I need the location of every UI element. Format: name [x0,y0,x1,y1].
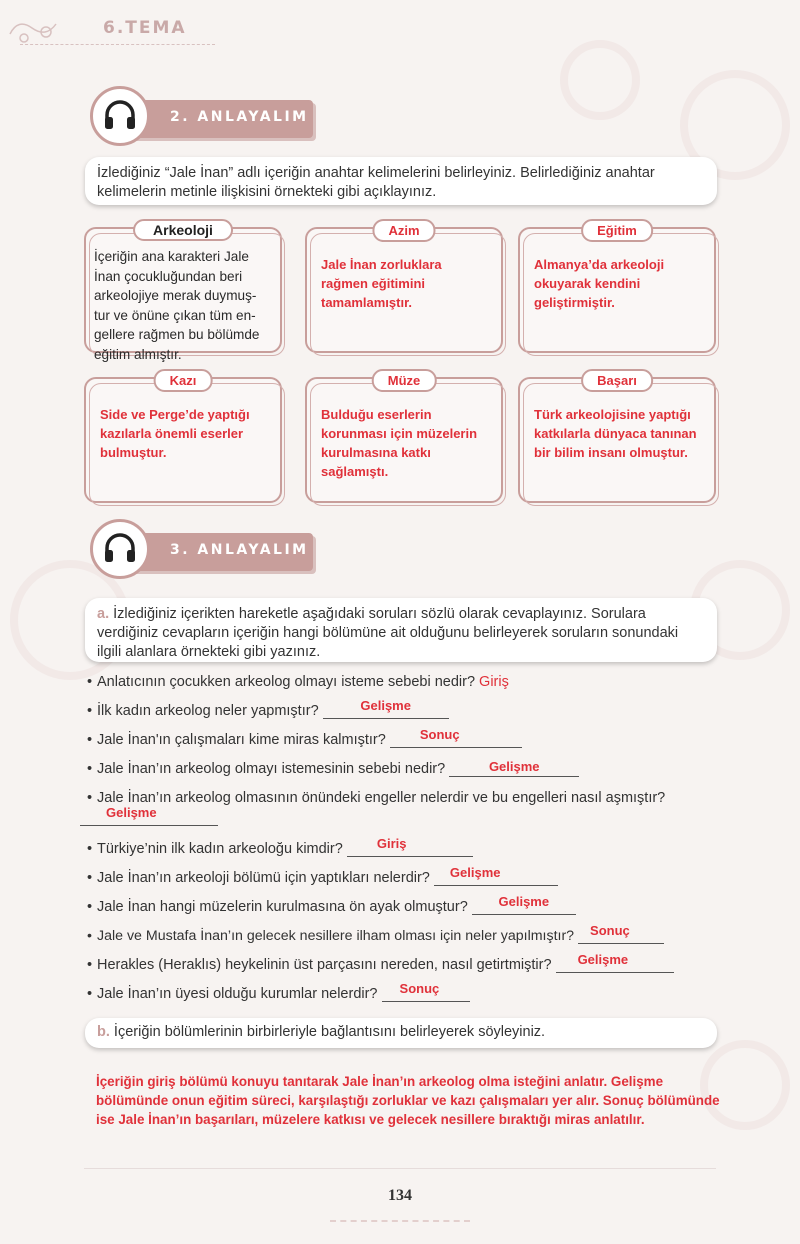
keyword-text [94,247,272,364]
keyword-text-content: İçeriğin ana karakteri Jale İnan çocukluğundan beri arkeolojiye merak duymuş- tur ve önüne çıkan tüm en- gellere rağmen bu bölümde eğitim almıştır. [94,249,260,362]
answer-blank[interactable] [347,836,473,857]
keyword-box-kazi [84,373,282,503]
instruction-text: İçeriğin bölümlerinin birbirleriyle bağlantısını belirleyerek söyleyiniz. [113,1024,546,1040]
question-item: • Jale İnan’ın arkeolog olmasının önündeki engeller nelerdir ve bu engelleri nasıl aşmıştır? [87,790,666,806]
keyword-label: Müze [372,369,437,392]
keyword-box-basari [518,373,716,503]
question-item: • Jale İnan hangi müzelerin kurulmasına ön ayak olmuştur? Gelişme [87,899,727,915]
answer-blank[interactable] [578,923,664,944]
instruction-box [85,157,717,205]
divider [84,1168,716,1169]
answer-text: Giriş [479,674,509,690]
question-item: • Türkiye’nin ilk kadın arkeoloğu kimdir? Giriş [87,841,727,857]
keyword-label: Azim [372,219,435,242]
part-mark: b. [97,1024,110,1040]
section-title: 2. ANLAYALIM [170,109,309,125]
answer-blank[interactable] [323,698,449,719]
keyword-text: Side ve Perge’de yaptığı kazılarla önemli eserler bulmuştur. [100,407,250,460]
answer-text: Sonuç [590,923,630,938]
answer-blank[interactable] [390,727,522,748]
keyword-box-arkeoloji [84,222,282,362]
film-strip-icon [8,14,58,48]
section-title: 3. ANLAYALIM [170,542,309,558]
question-item: • Jale İnan’ın arkeoloji bölümü için yaptıkları nelerdir? Gelişme [87,870,727,886]
question-text: Jale İnan hangi müzelerin kurulmasına ön ayak olmuştur? [97,899,468,915]
keyword-text: Bulduğu eserlerin korunması için müzelerin kurulmasına katkı sağlamıştı. [321,407,478,479]
section-banner-2 [90,86,325,148]
answer-text: Gelişme [360,698,411,713]
question-item: • Jale İnan’ın üyesi olduğu kurumlar nelerdir? Sonuç [87,986,727,1002]
answer-text: Giriş [376,836,407,851]
question-item: • İlk kadın arkeolog neler yapmıştır? Gelişme [87,703,727,719]
keyword-label: Eğitim [581,219,653,242]
part-mark: a. [97,606,110,622]
keyword-label: Arkeoloji [133,219,233,241]
section-banner-3 [90,519,325,581]
question-text: Herakles (Heraklıs) heykelinin üst parçasını nereden, nasıl getirtmiştir? [97,957,552,973]
page-number: 134 [388,1187,412,1204]
keyword-text: Türk arkeolojisine yaptığı katkılarla dünyaca tanınan bir bilim insanı olmuştur. [534,407,697,460]
keyword-box-azim [305,223,503,353]
question-item: • Anlatıcının çocukken arkeolog olmayı isteme sebebi nedir? Giriş [87,674,509,690]
answer-blank[interactable] [382,981,470,1002]
answer-text: Sonuç [399,981,440,996]
answer-blank[interactable] [472,894,576,915]
question-text: Jale İnan’ın arkeolog olmasının önündeki engeller nelerdir ve bu engelleri nasıl aşmıştır? [97,790,666,806]
keyword-box-egitim [518,223,716,353]
keyword-text: Almanya’da arkeoloji okuyarak kendini geliştirmiştir. [534,257,665,310]
question-item: • Jale İnan'ın çalışmaları kime miras kalmıştır? Sonuç [87,732,727,748]
instruction-text: İzlediğiniz içerikten hareketle aşağıdaki soruları sözlü olarak cevaplayınız. Sorulara verdiğiniz cevapların içeriğin hangi bölümüne ait olduğunu belirleyerek soruların sonundaki ilgili alanlara örnekteki gibi yazınız. [97,606,679,660]
keyword-text: Jale İnan zorluklara rağmen eğitimini tamamlamıştır. [321,257,442,310]
keyword-label: Kazı [154,369,213,392]
answer-text: Gelişme [106,805,157,820]
answer-blank[interactable] [449,761,579,777]
theme-title: 6.TEMA [103,18,187,38]
question-text: Jale İnan'ın çalışmaları kime miras kalmıştır? [97,732,386,748]
answer-blank[interactable] [80,805,218,826]
keyword-box-muze [305,373,503,503]
question-text: Jale İnan’ın arkeolog olmayı istemesinin sebebi nedir? [97,761,446,777]
headphones-icon [90,86,150,146]
question-item: • Herakles (Heraklıs) heykelinin üst parçasını nereden, nasıl getirtmiştir? Gelişme [87,957,727,973]
answer-blank[interactable] [434,865,558,886]
answer-text: Gelişme [488,759,540,774]
answer-text: Sonuç [419,727,460,742]
question-item: • Jale İnan’ın arkeolog olmayı istemesinin sebebi nedir? Gelişme [87,761,727,777]
instruction-box-b [85,1018,717,1048]
question-text: Jale ve Mustafa İnan’ın gelecek nesillere ilham olması için neler yapılmıştır? [97,928,575,944]
question-text: Jale İnan’ın arkeoloji bölümü için yaptıkları nelerdir? [97,870,430,886]
divider [20,44,215,45]
question-text: Anlatıcının çocukken arkeolog olmayı isteme sebebi nedir? [97,674,476,690]
answer-text: Gelişme [577,952,629,967]
question-text: Jale İnan’ın üyesi olduğu kurumlar nelerdir? [97,986,378,1002]
headphones-icon [90,519,150,579]
question-answer-line [80,805,720,826]
divider [330,1220,470,1222]
question-text: Türkiye’nin ilk kadın arkeoloğu kimdir? [97,841,343,857]
theme-header [0,0,800,60]
answer-text: Gelişme [498,894,550,909]
keyword-label: Başarı [581,369,653,392]
question-item: • Jale ve Mustafa İnan’ın gelecek nesillere ilham olması için neler yapılmıştır? Sonuç [87,928,727,944]
question-text: İlk kadın arkeolog neler yapmıştır? [97,703,319,719]
answer-text: Gelişme [449,865,501,880]
answer-blank[interactable] [556,952,674,973]
instruction-text: İzlediğiniz “Jale İnan” adlı içeriğin anahtar kelimelerini belirleyiniz. Belirlediğiniz anahtar kelimelerin metinle ilişkisini örnekteki gibi açıklayınız. [97,165,655,200]
part-b-answer: İçeriğin giriş bölümü konuyu tanıtarak Jale İnan’ın arkeolog olma isteğini anlatır. Gelişme bölümünde onun eğitim süreci, karşılaştığı zorluklar ve kazı çalışmaları yer alır. Sonuç bölümünde ise Jale İnan’ın başarıları, müzelere katkısı ve gelecek nesillere bıraktığı miras anlatılır. [96,1074,720,1127]
instruction-box-a [85,598,717,662]
